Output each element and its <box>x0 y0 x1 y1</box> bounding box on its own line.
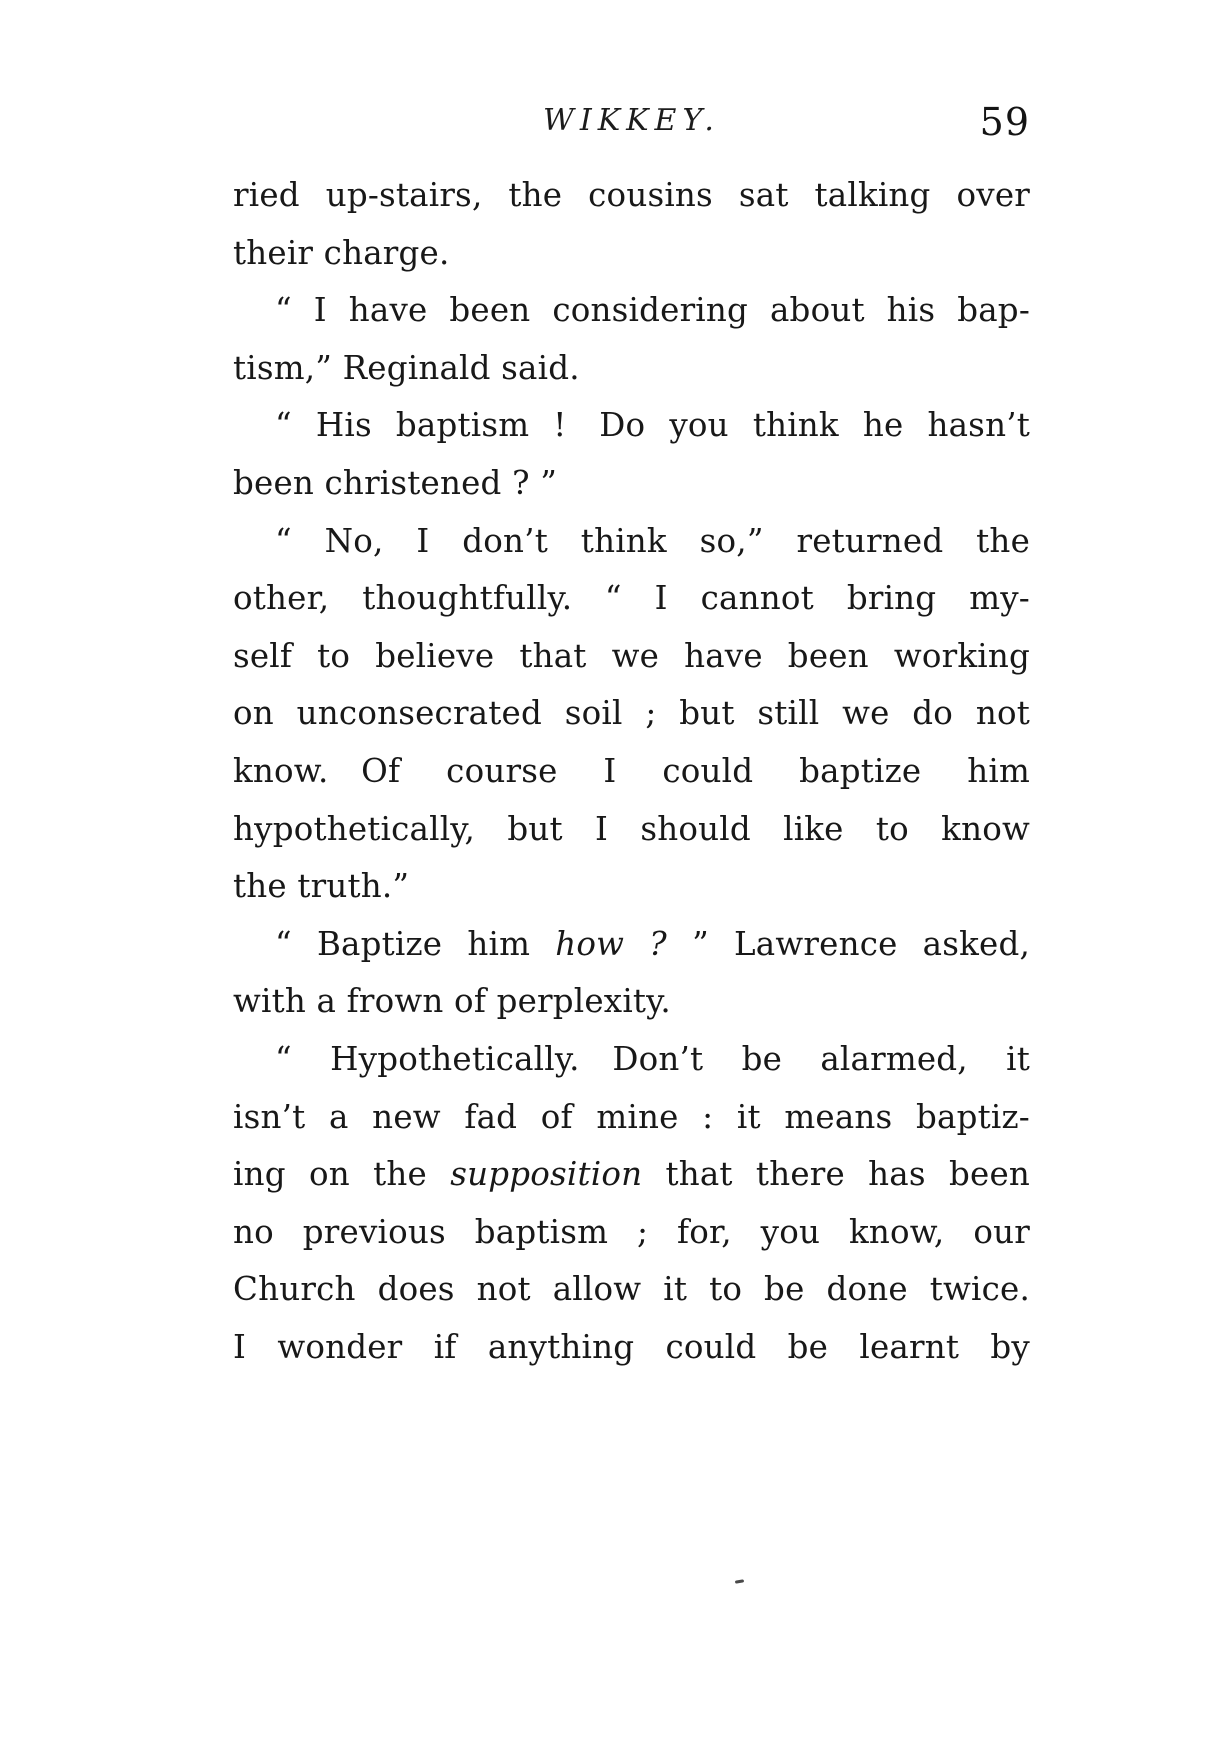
text-segment: “ No, I don’t think so,” returned the <box>275 521 1030 560</box>
text-line <box>233 282 1030 340</box>
text-segment: been christened ? ” <box>233 463 558 502</box>
text-line <box>233 340 1030 398</box>
italic-text: how ? <box>555 924 667 963</box>
text-line <box>233 1031 1030 1089</box>
text-line <box>233 570 1030 628</box>
text-line <box>233 685 1030 743</box>
text-line <box>233 801 1030 859</box>
text-line <box>233 973 1030 1031</box>
text-segment: ing on the <box>233 1155 451 1194</box>
text-line <box>233 743 1030 801</box>
text-segment: Church does not allow it to be done twice. <box>233 1270 1030 1309</box>
text-segment: “ I have been considering about his bap- <box>275 291 1030 330</box>
text-segment: “ Baptize him <box>275 924 556 963</box>
page-number: 59 <box>979 100 1030 144</box>
text-segment: hypothetically, but I should like to know <box>233 809 1030 848</box>
text-segment: “ Hypothetically. Don’t be alarmed, it <box>275 1039 1030 1078</box>
running-head <box>233 100 1030 148</box>
text-line <box>233 858 1030 916</box>
text-segment: other, thoughtfully. “ I cannot bring my- <box>233 579 1030 618</box>
text-line <box>233 1089 1030 1147</box>
text-line <box>233 225 1030 283</box>
text-segment: that there has been <box>642 1155 1031 1194</box>
text-segment: with a frown of perplexity. <box>233 982 671 1021</box>
text-line <box>233 455 1030 513</box>
italic-text: supposition <box>450 1155 643 1194</box>
text-segment: ” Lawrence asked, <box>666 924 1030 963</box>
text-segment: their charge. <box>233 233 450 272</box>
text-line <box>233 513 1030 571</box>
text-line <box>233 1261 1030 1319</box>
page-title: WIKKEY. <box>543 103 720 138</box>
text-segment: ried up-stairs, the cousins sat talking over <box>233 176 1030 214</box>
text-segment: the truth.” <box>233 867 410 906</box>
text-segment: tism,” Reginald said. <box>233 348 580 387</box>
text-segment: know. Of course I could baptize him <box>233 751 1030 790</box>
text-line <box>233 916 1030 974</box>
text-line <box>233 628 1030 686</box>
text-line <box>233 1204 1030 1262</box>
text-line <box>233 1319 1030 1377</box>
text-segment: self to believe that we have been working <box>233 636 1030 675</box>
text-line <box>233 1146 1030 1204</box>
text-segment: I wonder if anything could be learnt by <box>233 1327 1030 1366</box>
body-text-block <box>233 167 1030 1376</box>
text-segment: on unconsecrated soil ; but still we do not <box>233 694 1030 733</box>
text-line <box>233 167 1030 225</box>
text-segment: “ His baptism ! Do you think he hasn’t <box>275 406 1030 445</box>
text-segment: isn’t a new fad of mine : it means baptiz- <box>233 1097 1030 1136</box>
print-speck <box>735 1579 744 1584</box>
text-segment: no previous baptism ; for, you know, our <box>233 1212 1030 1251</box>
text-line <box>233 397 1030 455</box>
